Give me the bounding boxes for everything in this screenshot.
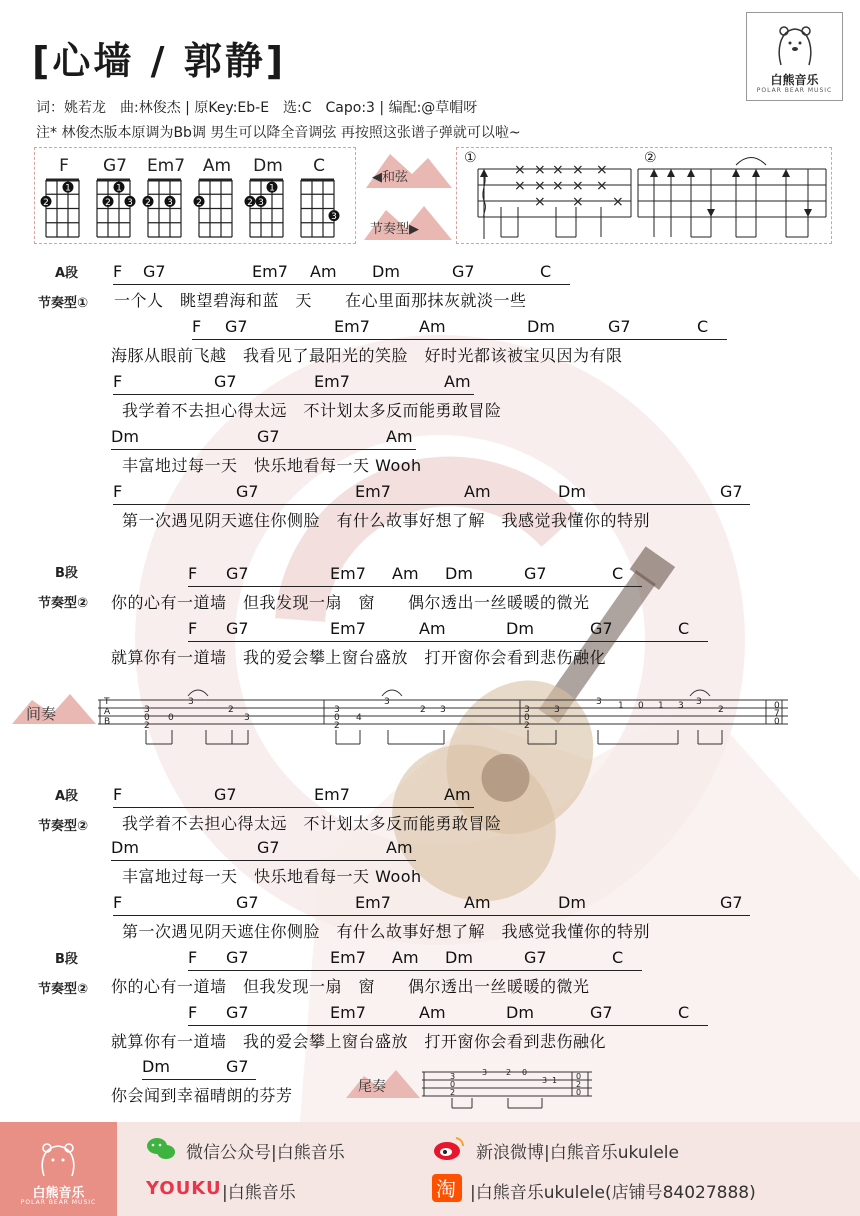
svg-text:2: 2	[43, 197, 49, 208]
svg-text:1: 1	[269, 183, 275, 194]
chord-label: Em7	[314, 785, 350, 804]
chord-label: G7	[720, 482, 743, 501]
chord-label: G7	[226, 1003, 249, 1022]
svg-text:3: 3	[440, 705, 446, 715]
svg-text:3: 3	[384, 697, 390, 707]
section-label: B段	[55, 952, 78, 967]
chord-underline	[188, 1025, 708, 1026]
svg-text:×: ×	[596, 162, 608, 178]
footer-brand-subtitle: POLAR BEAR MUSIC	[20, 1199, 97, 1206]
chord-diagram	[41, 180, 80, 237]
chord-label: F	[113, 785, 123, 804]
brand-name: 白熊音乐	[770, 73, 819, 87]
section-rhythm-type: 节奏型②	[38, 596, 89, 611]
svg-text:3: 3	[678, 701, 684, 711]
svg-text:0: 0	[638, 701, 644, 711]
chord-label: F	[113, 262, 123, 281]
svg-text:×: ×	[534, 194, 546, 210]
chord-underline	[188, 586, 642, 587]
chord-underline	[192, 339, 727, 340]
svg-text:×: ×	[612, 194, 624, 210]
svg-text:0: 0	[334, 713, 340, 723]
svg-text:×: ×	[514, 162, 526, 178]
chord-name: G7	[103, 156, 127, 176]
chord-diagram	[194, 180, 233, 237]
chord-label: F	[113, 372, 123, 391]
svg-text:1: 1	[552, 1076, 558, 1085]
svg-text:3: 3	[542, 1076, 548, 1085]
svg-text:3: 3	[334, 705, 340, 715]
svg-text:×: ×	[534, 162, 546, 178]
chord-label: Em7	[314, 372, 350, 391]
chord-label: C	[678, 619, 690, 638]
chord-label: G7	[236, 893, 259, 912]
section-label: A段	[55, 789, 79, 804]
svg-text:3: 3	[127, 197, 133, 208]
lyric-line: 海豚从眼前飞越 我看见了最阳光的笑脸 好时光都该被宝贝因为有限	[111, 346, 623, 365]
svg-text:3: 3	[244, 713, 250, 723]
chord-underline	[113, 504, 750, 505]
chord-label: Em7	[334, 317, 370, 336]
weibo-icon	[432, 1134, 466, 1162]
chord-underline	[111, 449, 416, 450]
section-label: B段	[55, 566, 78, 581]
bear-icon	[775, 21, 815, 67]
svg-text:3: 3	[450, 1072, 456, 1081]
chord-label: Am	[419, 1003, 446, 1022]
chord-underline	[188, 641, 708, 642]
section-rhythm-type: 节奏型②	[38, 819, 89, 834]
svg-text:×: ×	[572, 194, 584, 210]
chord-diagrams	[34, 147, 364, 242]
chord-label: G7	[226, 1057, 249, 1076]
svg-text:A: A	[104, 707, 111, 717]
svg-text:×: ×	[514, 178, 526, 194]
chord-diagram	[143, 180, 182, 237]
chord-label: Em7	[355, 482, 391, 501]
interlude-tab	[98, 682, 834, 750]
chord-underline	[113, 284, 570, 285]
chord-label: C	[697, 317, 709, 336]
svg-text:2: 2	[196, 197, 202, 208]
chord-label: Am	[464, 482, 491, 501]
svg-text:2: 2	[144, 721, 150, 731]
svg-text:1: 1	[658, 701, 664, 711]
svg-text:0: 0	[576, 1072, 582, 1081]
brand-subtitle: POLAR BEAR MUSIC	[756, 87, 833, 94]
brand-logo	[746, 12, 843, 101]
rhythm-notation	[456, 147, 832, 243]
credits-line: 词：姚若龙 曲:林俊杰 | 原Key:Eb-E 选:C Capo:3 | 编配:@草帽呀	[36, 100, 478, 116]
svg-text:2: 2	[576, 1080, 582, 1089]
chord-label: C	[612, 948, 624, 967]
svg-text:2: 2	[506, 1068, 512, 1077]
chord-label: Am	[392, 564, 419, 583]
chord-underline	[142, 1079, 256, 1080]
harmony-tag: ◀和弦	[372, 170, 408, 185]
outro-tag: 尾奏	[358, 1079, 386, 1095]
svg-text:0: 0	[522, 1068, 528, 1077]
chord-label: F	[113, 482, 123, 501]
chord-name: Em7	[146, 156, 186, 176]
svg-text:2: 2	[524, 721, 530, 731]
svg-text:2: 2	[718, 705, 724, 715]
svg-text:7: 7	[774, 709, 780, 719]
lyric-line: 就算你有一道墙 我的爱会攀上窗台盛放 打开窗你会看到悲伤融化	[111, 1032, 607, 1051]
svg-text:淘: 淘	[436, 1177, 456, 1201]
chord-label: G7	[524, 948, 547, 967]
outro-tab	[422, 1064, 598, 1110]
chord-name: Am	[202, 156, 232, 176]
chord-label: Dm	[111, 838, 139, 857]
chord-label: Dm	[506, 1003, 534, 1022]
svg-text:×: ×	[572, 162, 584, 178]
chord-name: Dm	[253, 156, 283, 176]
chord-label: Am	[419, 317, 446, 336]
svg-text:2: 2	[247, 197, 253, 208]
chord-label: Dm	[111, 427, 139, 446]
chord-label: Em7	[355, 893, 391, 912]
chord-label: Dm	[445, 564, 473, 583]
chord-label: Dm	[372, 262, 400, 281]
note-line: 注* 林俊杰版本原调为Bb调 男生可以降全音调弦 再按照这张谱子弹就可以啦~	[36, 125, 521, 141]
chord-label: C	[678, 1003, 690, 1022]
svg-text:0: 0	[774, 701, 780, 711]
svg-text:3: 3	[258, 197, 264, 208]
interlude-tag: 间奏	[26, 705, 57, 723]
chord-label: Dm	[558, 893, 586, 912]
weibo-account: 新浪微博|白熊音乐ukulele	[476, 1143, 679, 1163]
svg-text:0: 0	[774, 717, 780, 727]
svg-text:1: 1	[65, 183, 71, 194]
chord-label: G7	[524, 564, 547, 583]
svg-text:B: B	[104, 717, 111, 727]
chord-label: G7	[143, 262, 166, 281]
chord-label: Dm	[445, 948, 473, 967]
svg-text:0: 0	[576, 1088, 582, 1097]
chord-diagram	[97, 180, 136, 237]
lyric-line: 一个人 眺望碧海和蓝 天 在心里面那抹灰就淡一些	[114, 291, 527, 310]
chord-label: G7	[608, 317, 631, 336]
chord-label: Em7	[330, 619, 366, 638]
lyric-line: 丰富地过每一天 快乐地看每一天 Wooh	[122, 867, 422, 886]
chord-label: F	[188, 948, 198, 967]
chord-label: Am	[310, 262, 337, 281]
svg-text:3: 3	[167, 197, 173, 208]
chord-label: G7	[236, 482, 259, 501]
svg-text:3: 3	[554, 705, 560, 715]
chord-label: Am	[464, 893, 491, 912]
svg-text:2: 2	[334, 721, 340, 731]
chord-name: F	[59, 156, 69, 176]
svg-text:2: 2	[450, 1088, 456, 1097]
svg-text:×: ×	[534, 178, 546, 194]
page-title: [心墙 / 郭静]	[32, 39, 287, 83]
svg-text:T: T	[104, 697, 110, 707]
svg-text:3: 3	[696, 697, 702, 707]
chord-label: G7	[590, 619, 613, 638]
chord-label: Dm	[506, 619, 534, 638]
lyric-line: 你的心有一道墙 但我发现一扇 窗 偶尔透出一丝暖暖的微光	[111, 977, 590, 996]
chord-label: G7	[590, 1003, 613, 1022]
chord-label: Dm	[527, 317, 555, 336]
svg-text:2: 2	[420, 705, 426, 715]
svg-text:×: ×	[572, 178, 584, 194]
chord-label: G7	[257, 427, 280, 446]
footer-logo	[0, 1122, 117, 1216]
youku-logo: YOUKU	[146, 1178, 222, 1199]
chord-label: F	[188, 1003, 198, 1022]
chord-label: Dm	[558, 482, 586, 501]
svg-text:3: 3	[331, 212, 337, 223]
chord-label: G7	[257, 838, 280, 857]
lyric-line: 你的心有一道墙 但我发现一扇 窗 偶尔透出一丝暖暖的微光	[111, 593, 590, 612]
taobao-icon	[432, 1174, 462, 1202]
chord-label: F	[192, 317, 202, 336]
chord-underline	[113, 915, 750, 916]
chord-label: F	[188, 564, 198, 583]
svg-text:×: ×	[596, 178, 608, 194]
wechat-account: 微信公众号|白熊音乐	[186, 1143, 345, 1163]
svg-text:0: 0	[450, 1080, 456, 1089]
chord-label: Am	[444, 785, 471, 804]
chord-underline	[188, 970, 642, 971]
chord-label: Am	[444, 372, 471, 391]
chord-label: G7	[226, 619, 249, 638]
lyric-line: 第一次遇见阴天遮住你侧脸 有什么故事好想了解 我感觉我懂你的特别	[122, 511, 651, 530]
bear-icon	[38, 1138, 78, 1178]
chord-label: F	[113, 893, 123, 912]
svg-text:3: 3	[144, 705, 150, 715]
chord-label: Am	[392, 948, 419, 967]
chord-label: G7	[226, 564, 249, 583]
svg-text:0: 0	[144, 713, 150, 723]
chord-label: G7	[720, 893, 743, 912]
chord-label: F	[188, 619, 198, 638]
section-rhythm-type: 节奏型①	[38, 296, 89, 311]
chord-label: Em7	[330, 564, 366, 583]
svg-text:0: 0	[168, 713, 174, 723]
chord-label: Em7	[252, 262, 288, 281]
svg-text:3: 3	[596, 697, 602, 707]
lyric-line: 你会闻到幸福晴朗的芬芳	[111, 1086, 293, 1105]
wechat-icon	[146, 1136, 176, 1162]
chord-underline	[113, 807, 474, 808]
chord-label: Am	[386, 838, 413, 857]
svg-text:3: 3	[482, 1068, 488, 1077]
svg-text:×: ×	[552, 162, 564, 178]
footer-brand-name: 白熊音乐	[32, 1186, 85, 1201]
lyric-line: 丰富地过每一天 快乐地看每一天 Wooh	[122, 456, 422, 475]
taobao-account: |白熊音乐ukulele(店铺号84027888)	[470, 1183, 756, 1203]
chord-diagram	[301, 180, 340, 237]
svg-text:2: 2	[105, 197, 111, 208]
svg-text:4: 4	[356, 713, 362, 723]
chord-label: C	[540, 262, 552, 281]
svg-text:2: 2	[145, 197, 151, 208]
chord-label: G7	[214, 785, 237, 804]
chord-underline	[111, 860, 416, 861]
chord-label: Em7	[330, 948, 366, 967]
lyric-line: 我学着不去担心得太远 不计划太多反而能勇敢冒险	[122, 814, 502, 833]
chord-label: Dm	[142, 1057, 170, 1076]
svg-text:1: 1	[618, 701, 624, 711]
lyric-line: 我学着不去担心得太远 不计划太多反而能勇敢冒险	[122, 401, 502, 420]
chord-label: G7	[226, 948, 249, 967]
chord-label: G7	[452, 262, 475, 281]
chord-label: G7	[225, 317, 248, 336]
svg-text:3: 3	[188, 697, 194, 707]
rhythm-tag: 节奏型▶	[370, 222, 419, 237]
svg-text:1: 1	[116, 183, 122, 194]
chord-underline	[113, 394, 474, 395]
chord-label: Em7	[330, 1003, 366, 1022]
rhythm-number-1: ①	[464, 150, 477, 166]
svg-text:2: 2	[228, 705, 234, 715]
chord-label: C	[612, 564, 624, 583]
lyric-line: 第一次遇见阴天遮住你侧脸 有什么故事好想了解 我感觉我懂你的特别	[122, 922, 651, 941]
chord-name: C	[313, 156, 325, 176]
chord-label: Am	[386, 427, 413, 446]
svg-text:×: ×	[552, 178, 564, 194]
lyric-line: 就算你有一道墙 我的爱会攀上窗台盛放 打开窗你会看到悲伤融化	[111, 648, 607, 667]
chord-label: Am	[419, 619, 446, 638]
svg-text:3: 3	[524, 705, 530, 715]
youku-account: |白熊音乐	[222, 1183, 296, 1203]
section-rhythm-type: 节奏型②	[38, 982, 89, 997]
section-label: A段	[55, 266, 79, 281]
rhythm-number-2: ②	[644, 150, 657, 166]
chord-label: G7	[214, 372, 237, 391]
chord-diagram	[245, 180, 284, 237]
svg-text:0: 0	[524, 713, 530, 723]
